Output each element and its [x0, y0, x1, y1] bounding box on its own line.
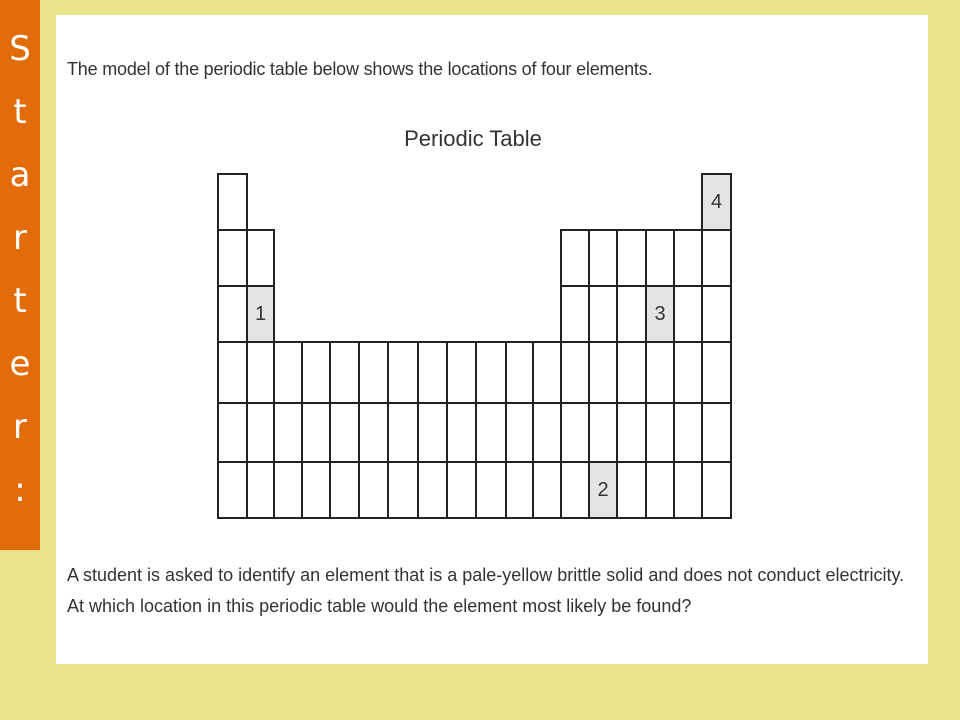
- element-cell: [246, 229, 275, 287]
- element-cell: [217, 229, 248, 287]
- element-cell: [645, 341, 675, 404]
- element-cell: [475, 341, 507, 404]
- element-cell: [616, 461, 647, 519]
- element-cell: [673, 341, 703, 404]
- element-cell: [560, 461, 590, 519]
- element-cell: [701, 229, 732, 287]
- marked-element-cell: [701, 173, 732, 231]
- element-cell: [301, 461, 331, 519]
- element-cell: [273, 461, 303, 519]
- element-cell: [701, 341, 732, 404]
- element-cell: [560, 402, 590, 463]
- element-cell: [673, 285, 703, 343]
- element-cell: [417, 402, 448, 463]
- starter-letter: r: [13, 218, 27, 258]
- element-cell: [505, 402, 534, 463]
- element-cell: [358, 402, 389, 463]
- element-cell: [475, 402, 507, 463]
- element-cell: [645, 461, 675, 519]
- starter-letter: a: [9, 155, 31, 195]
- element-cell: [588, 341, 618, 404]
- element-cell: [446, 461, 477, 519]
- marked-element-cell: [645, 285, 675, 343]
- element-cell: [701, 285, 732, 343]
- element-cell: [246, 402, 275, 463]
- starter-letter: t: [13, 281, 27, 321]
- location-label: 1: [254, 302, 267, 325]
- element-cell: [560, 285, 590, 343]
- element-cell: [505, 461, 534, 519]
- starter-sidebar: [0, 0, 40, 550]
- element-cell: [273, 402, 303, 463]
- element-cell: [701, 461, 732, 519]
- element-cell: [301, 341, 331, 404]
- element-cell: [532, 402, 562, 463]
- location-label: 2: [597, 478, 609, 501]
- element-cell: [673, 461, 703, 519]
- element-cell: [616, 341, 647, 404]
- element-cell: [217, 402, 248, 463]
- element-cell: [560, 229, 590, 287]
- element-cell: [417, 461, 448, 519]
- element-cell: [532, 341, 562, 404]
- element-cell: [588, 402, 618, 463]
- element-cell: [246, 461, 275, 519]
- question-card: [56, 15, 928, 664]
- element-cell: [701, 402, 732, 463]
- marked-element-cell: [588, 461, 618, 519]
- element-cell: [475, 461, 507, 519]
- element-cell: [329, 341, 360, 404]
- element-cell: [588, 229, 618, 287]
- element-cell: [446, 402, 477, 463]
- element-cell: [588, 285, 618, 343]
- question-text: A student is asked to identify an element that is a pale-yellow brittle solid and does not conduct electricity. At which location in this periodic table would the element most likely be found?: [67, 565, 905, 616]
- element-cell: [417, 341, 448, 404]
- element-cell: [301, 402, 331, 463]
- element-cell: [446, 341, 477, 404]
- element-cell: [329, 461, 360, 519]
- element-cell: [387, 402, 419, 463]
- element-cell: [616, 229, 647, 287]
- element-cell: [616, 402, 647, 463]
- element-cell: [673, 402, 703, 463]
- starter-letter: S: [9, 29, 31, 69]
- starter-letter: r: [13, 407, 27, 447]
- location-label: 3: [654, 302, 666, 325]
- periodic-table-title: Periodic Table: [404, 126, 542, 151]
- element-cell: [645, 402, 675, 463]
- element-cell: [217, 341, 248, 404]
- element-cell: [387, 341, 419, 404]
- starter-letter: :: [14, 470, 26, 510]
- element-cell: [560, 341, 590, 404]
- intro-text: The model of the periodic table below shows the locations of four elements.: [67, 59, 653, 79]
- element-cell: [616, 285, 647, 343]
- element-cell: [329, 402, 360, 463]
- element-cell: [217, 285, 248, 343]
- element-cell: [217, 461, 248, 519]
- element-cell: [246, 341, 275, 404]
- element-cell: [532, 461, 562, 519]
- element-cell: [505, 341, 534, 404]
- element-cell: [387, 461, 419, 519]
- element-cell: [358, 341, 389, 404]
- location-label: 4: [710, 190, 723, 213]
- starter-letter: t: [13, 92, 27, 132]
- element-cell: [673, 229, 703, 287]
- element-cell: [217, 173, 248, 231]
- element-cell: [645, 229, 675, 287]
- marked-element-cell: [246, 285, 275, 343]
- starter-letter: e: [9, 344, 31, 384]
- element-cell: [273, 341, 303, 404]
- element-cell: [358, 461, 389, 519]
